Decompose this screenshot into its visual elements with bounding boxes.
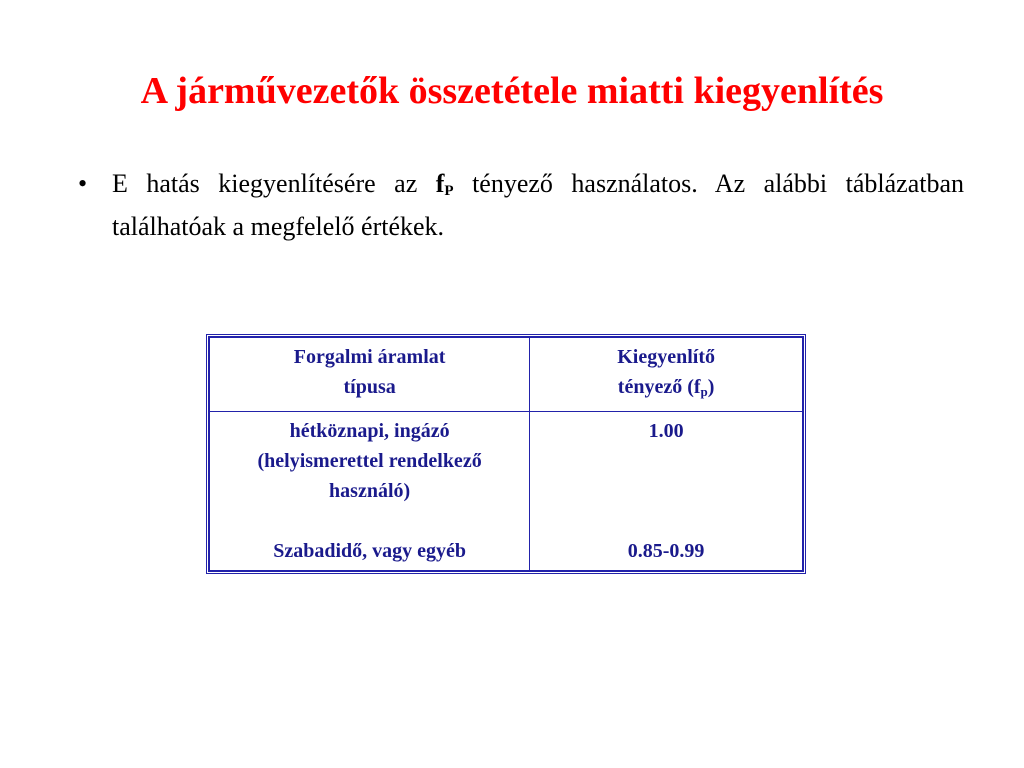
factor-table-frame — [206, 334, 806, 574]
table-row — [210, 412, 803, 571]
factor-table — [209, 337, 803, 571]
table-header-row — [210, 338, 803, 412]
bullet-text-after: tényező használatos. Az alábbi táblázatban találhatóak a megfelelő értékek. — [112, 169, 965, 241]
slide-title: A járművezetők összetétele miatti kiegyenlítés — [140, 70, 884, 112]
factor-symbol: $f_P$ — [435, 169, 454, 199]
cell-flow-types: hétköznapi, ingázó (helyismerettel rendelkező használó) Szabadidő, vagy egyéb — [210, 412, 530, 571]
bullet-point — [78, 166, 964, 245]
cell-factor-values: 1.00 0.85-0.99 — [530, 412, 803, 571]
header-flow-type: Forgalmi áramlat típusa — [210, 338, 530, 412]
bullet-marker: • — [78, 169, 88, 198]
bullet-text — [112, 166, 964, 245]
bullet-text-before: E hatás kiegyenlítésére az — [112, 169, 436, 198]
factor-subscript: P — [444, 183, 454, 199]
header-adjustment-factor: Kiegyenlítő tényező $(f_p)$ — [530, 338, 803, 412]
